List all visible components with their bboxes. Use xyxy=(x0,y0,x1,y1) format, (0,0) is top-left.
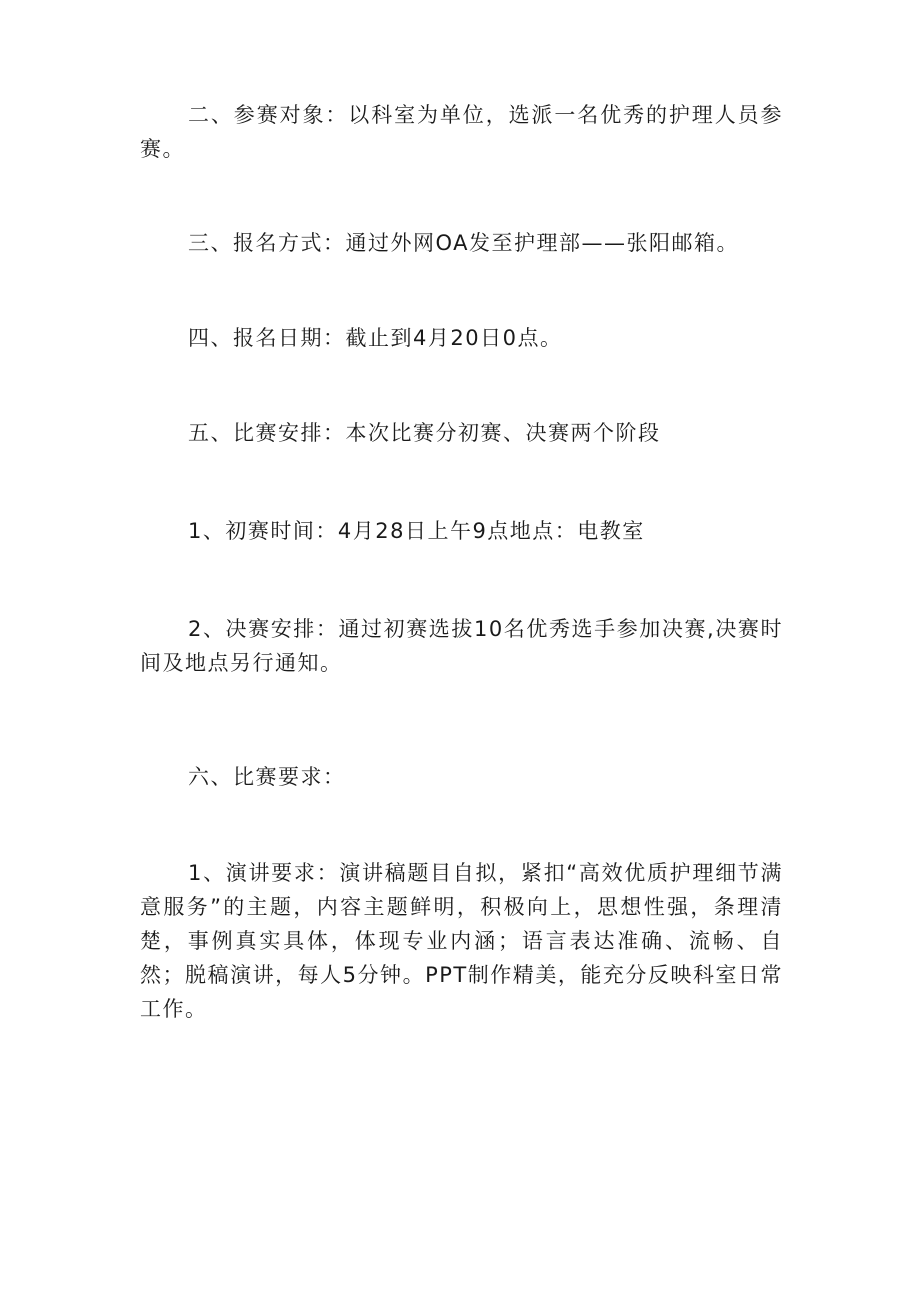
paragraph-preliminary-round: 1、初赛时间：4月28日上午9点地点：电教室 xyxy=(188,519,645,543)
paragraph-registration-deadline: 四、报名日期：截止到4月20日0点。 xyxy=(188,326,563,350)
paragraph-final-round: 2、决赛安排：通过初赛选拔10名优秀选手参加决赛,决赛时间及地点另行通知。 xyxy=(140,617,783,675)
paragraph-registration-method: 三、报名方式：通过外网OA发至护理部——张阳邮箱。 xyxy=(188,231,740,255)
paragraph-requirements-heading: 六、比赛要求： xyxy=(188,765,346,789)
paragraph-participants: 二、参赛对象：以科室为单位，选派一名优秀的护理人员参赛。 xyxy=(140,103,783,161)
paragraph-speech-requirements: 1、演讲要求：演讲稿题目自拟，紧扣“高效优质护理细节满意服务”的主题，内容主题鲜明，积极向上，思想性强，条理清楚，事例真实具体，体现专业内涵；语言表达准确、流畅、自然；脱稿演讲，每人5分钟。PPT制作精美，能充分反映科室日常工作。 xyxy=(140,861,783,1021)
paragraph-competition-schedule: 五、比赛安排：本次比赛分初赛、决赛两个阶段 xyxy=(188,421,661,445)
